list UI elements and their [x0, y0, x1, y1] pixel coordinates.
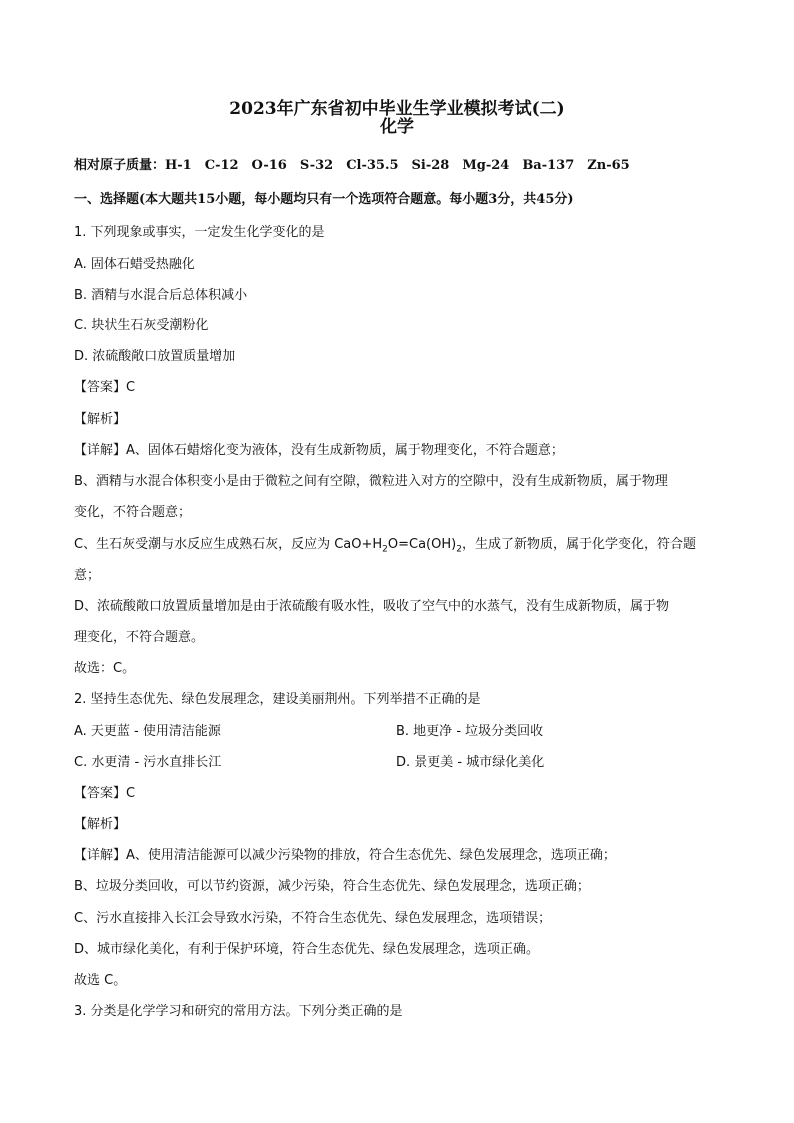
question-2-option-b: B. 地更净 - 垃圾分类回收: [396, 724, 544, 739]
question-1-detail-c-cont: 意；: [74, 568, 101, 583]
detail-c-part-1: C、生石灰受潮与水反应生成熟石灰，反应为 CaO+H: [74, 537, 383, 552]
exam-title: 2023年广东省初中毕业生学业模拟考试(二): [229, 99, 565, 119]
question-2-detail-c: C、污水直接排入长江会导致水污染，不符合生态优先、绿色发展理念，选项错误；: [74, 911, 552, 926]
subscript-2-water: 2: [382, 544, 388, 555]
question-2-analysis-label: 【解析】: [74, 817, 127, 832]
question-1-stem: 1. 下列现象或事实，一定发生化学变化的是: [74, 225, 325, 240]
question-1-option-b: B. 酒精与水混合后总体积减小: [74, 288, 248, 303]
question-1-detail-a: 【详解】A、固体石蜡熔化变为液体，没有生成新物质，属于物理变化，不符合题意；: [74, 443, 564, 458]
question-2-option-c: C. 水更清 - 污水直排长江: [74, 755, 222, 770]
question-3-stem: 3. 分类是化学学习和研究的常用方法。下列分类正确的是: [74, 1004, 403, 1019]
question-2-answer: 【答案】C: [74, 786, 136, 801]
question-1-detail-c: [74, 537, 696, 553]
question-1-option-c: C. 块状生石灰受潮粉化: [74, 318, 209, 333]
question-1-detail-b: B、酒精与水混合体积变小是由于微粒之间有空隙，微粒进入对方的空隙中，没有生成新物质，属于物理: [74, 474, 668, 489]
atomic-masses: 相对原子质量：H-1 C-12 O-16 S-32 Cl-35.5 Si-28 Mg-24 Ba-137 Zn-65: [74, 158, 630, 173]
question-2-detail-b: B、垃圾分类回收，可以节约资源，减少污染，符合生态优先、绿色发展理念，选项正确；: [74, 879, 590, 894]
question-1-detail-d-cont: 理变化，不符合题意。: [74, 630, 205, 645]
subject-title: 化学: [380, 117, 414, 137]
question-1-option-a: A. 固体石蜡受热融化: [74, 257, 195, 272]
detail-c-part-3: ，生成了新物质，属于化学变化，符合题: [461, 537, 696, 552]
question-2-option-d: D. 景更美 - 城市绿化美化: [396, 755, 545, 770]
question-1-detail-d: D、浓硫酸敞口放置质量增加是由于浓硫酸有吸水性，吸收了空气中的水蒸气，没有生成新物质，属于物: [74, 599, 670, 614]
question-2-conclusion: 故选 C。: [74, 973, 127, 988]
detail-c-part-2: O=Ca(OH): [387, 537, 457, 552]
question-1-conclusion: 故选：C。: [74, 661, 136, 676]
question-1-answer: 【答案】C: [74, 380, 136, 395]
question-2-detail-d: D、城市绿化美化，有利于保护环境，符合生态优先、绿色发展理念，选项正确。: [74, 942, 540, 957]
section-heading: 一、选择题(本大题共15小题，每小题均只有一个选项符合题意。每小题3分，共45分): [74, 192, 574, 207]
question-1-option-d: D. 浓硫酸敞口放置质量增加: [74, 349, 236, 364]
question-2-option-a: A. 天更蓝 - 使用清洁能源: [74, 724, 221, 739]
question-1-detail-b-cont: 变化，不符合题意；: [74, 505, 192, 520]
question-2-detail-a: 【详解】A、使用清洁能源可以减少污染物的排放，符合生态优先、绿色发展理念，选项正确；: [74, 848, 616, 863]
subscript-2-hydroxide: 2: [456, 544, 462, 555]
question-2-stem: 2. 坚持生态优先、绿色发展理念，建设美丽荆州。下列举措不正确的是: [74, 692, 481, 707]
question-1-analysis-label: 【解析】: [74, 412, 127, 427]
